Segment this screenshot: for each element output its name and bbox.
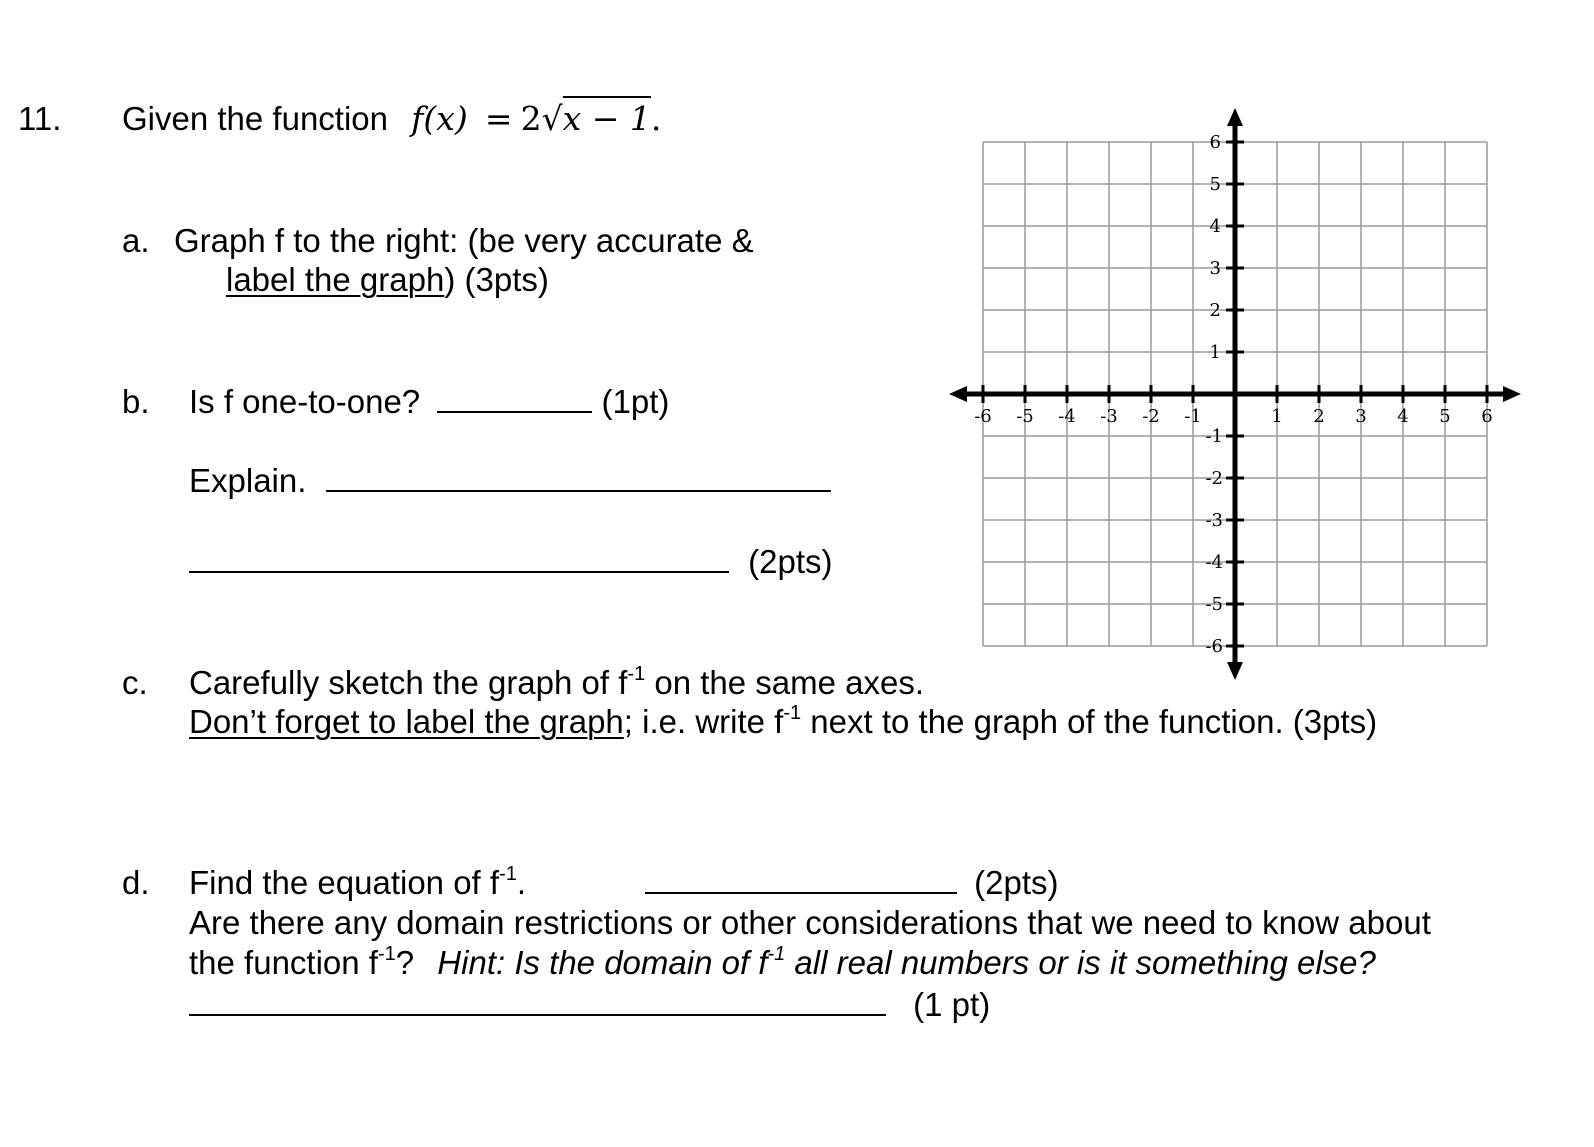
part-c-letter: c. xyxy=(122,664,148,701)
y-axis-top-arrow xyxy=(1227,108,1243,126)
part-b-letter: b. xyxy=(122,383,150,420)
x-tick-label: 2 xyxy=(1313,406,1325,427)
y-tick-label: -4 xyxy=(1205,552,1223,573)
x-tick-label: -4 xyxy=(1058,406,1076,427)
y-tick-label: 2 xyxy=(1209,300,1221,321)
part-c-line2-sup: -1 xyxy=(783,702,802,724)
hint-text: Hint: Is the domain of f xyxy=(437,944,768,981)
x-tick-label: 4 xyxy=(1397,406,1409,427)
part-d-find-post: . xyxy=(516,864,527,901)
y-tick-label: 1 xyxy=(1209,342,1221,363)
y-tick-label: 4 xyxy=(1209,216,1221,237)
given-text: Given the function xyxy=(122,100,388,137)
part-d-question-line1: Are there any domain restrictions or other considerations that we need to know about xyxy=(189,904,1431,941)
problem-number: 11. xyxy=(18,100,62,137)
y-tick-label: -5 xyxy=(1205,594,1223,615)
part-a-line1: Graph f to the right: (be very accurate & xyxy=(174,222,754,259)
part-c-line2-text: ; i.e. write f xyxy=(623,703,784,740)
part-d-find-sup: -1 xyxy=(499,863,517,885)
radicand: x − 1 xyxy=(563,96,651,138)
hint-sup: -1 xyxy=(767,943,786,965)
x-tick-label: -2 xyxy=(1142,406,1160,427)
part-c-line1-text: Carefully sketch the graph of f xyxy=(189,664,628,701)
part-c-line1-post: on the same axes. xyxy=(645,664,925,701)
part-c-line1-sup: -1 xyxy=(627,663,646,685)
x-tick-label: -5 xyxy=(1016,406,1034,427)
y-tick-label: -3 xyxy=(1205,510,1223,531)
function-equals: = xyxy=(484,99,513,138)
x-tick-label: 5 xyxy=(1439,406,1451,427)
radical-sign: √ xyxy=(541,99,563,138)
x-axis-left-arrow xyxy=(949,386,967,402)
x-tick-label: 3 xyxy=(1355,406,1367,427)
x-tick-label: 6 xyxy=(1481,406,1493,427)
part-a-letter: a. xyxy=(122,222,150,259)
part-d-points2: (1 pt) xyxy=(913,986,991,1023)
y-tick-label: 3 xyxy=(1209,258,1221,279)
part-c-line2-post: next to the graph of the function. (3pts) xyxy=(801,703,1378,740)
x-tick-label: -6 xyxy=(974,406,992,427)
y-tick-label: 5 xyxy=(1209,174,1221,195)
axes xyxy=(949,108,1521,680)
part-b-explain-label: Explain. xyxy=(189,462,307,499)
y-tick-label: -1 xyxy=(1205,426,1223,447)
x-tick-label: -3 xyxy=(1100,406,1118,427)
part-d-question-sup: -1 xyxy=(377,943,396,965)
y-axis-bottom-arrow xyxy=(1227,662,1243,680)
x-tick-label: -1 xyxy=(1184,406,1202,427)
x-axis-right-arrow xyxy=(1503,386,1521,402)
function-lhs: f(x) xyxy=(411,99,468,138)
part-a-label-instruction: label the graph xyxy=(226,261,445,298)
function-period: . xyxy=(650,99,662,138)
x-tick-label: 1 xyxy=(1271,406,1283,427)
part-a-points: ) (3pts) xyxy=(444,261,549,298)
function-coefficient: 2 xyxy=(520,99,542,138)
y-tick-label: -6 xyxy=(1205,636,1223,657)
part-c-label-instruction: Don’t forget to label the graph xyxy=(189,703,624,740)
hint-post: all real numbers or is it something else? xyxy=(785,944,1376,981)
y-tick-label: 6 xyxy=(1209,132,1221,153)
part-d-points1: (2pts) xyxy=(974,864,1059,901)
part-d-letter: d. xyxy=(122,864,150,901)
part-d-question-text: the function f xyxy=(189,944,378,981)
part-b-points1: (1pt) xyxy=(601,383,670,420)
part-b-question: Is f one-to-one? xyxy=(189,383,421,420)
y-tick-label: -2 xyxy=(1205,468,1223,489)
part-d-find-text: Find the equation of f xyxy=(189,864,500,901)
part-d-question-post: ? xyxy=(395,944,415,981)
part-b-points2: (2pts) xyxy=(748,543,833,580)
